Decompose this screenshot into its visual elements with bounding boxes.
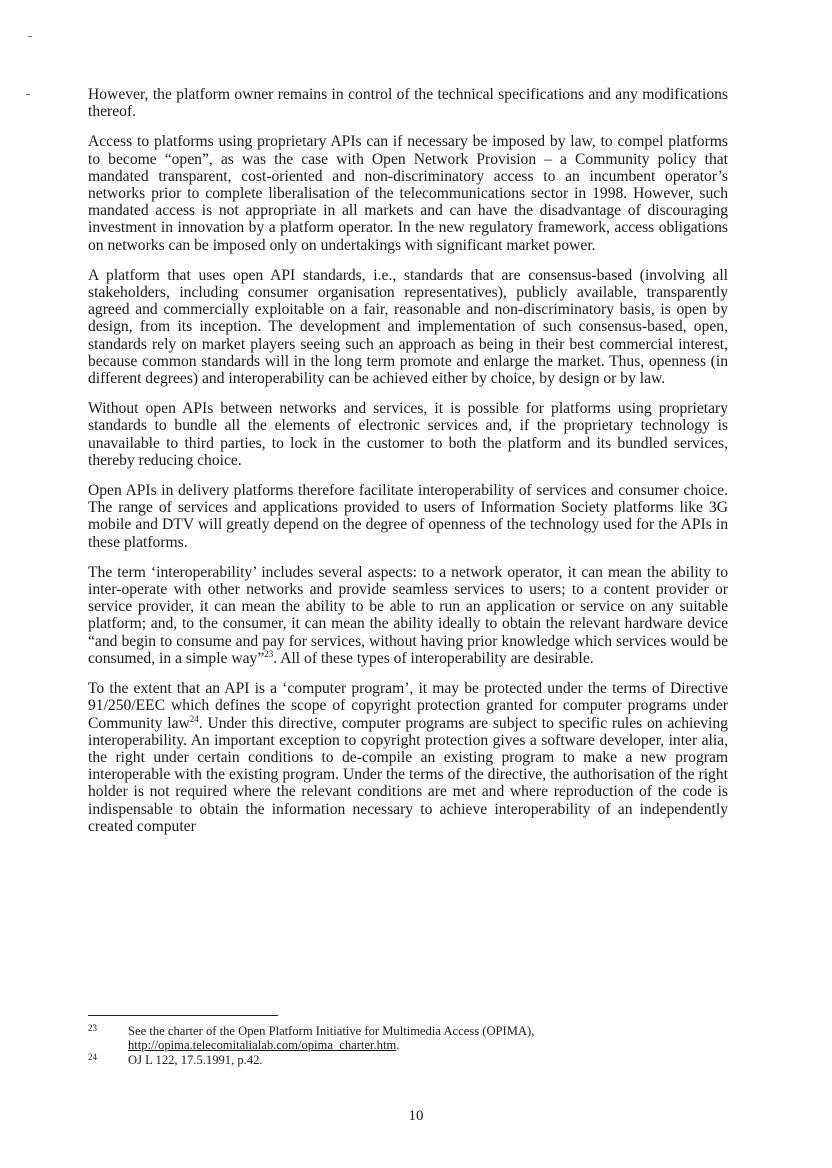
footnote-text xyxy=(128,1024,728,1052)
margin-mark-top xyxy=(28,36,32,37)
paragraph-api-copyright xyxy=(88,680,728,835)
footnotes xyxy=(88,1024,728,1068)
footnote-23-link-suffix: . xyxy=(396,1038,400,1052)
paragraph-open-standards: A platform that uses open API standards, i.e., standards that are consensus-based (involving all stakeholders, including consumer organisation representatives), publicly available, transparently agreed and commercially exploitable on a fair, reasonable and non-discriminatory basis, is open by design, from its inception. The development and implementation of such consensus-based, open, standards rely on market players seeing such an approach as being in their best commercial interest, because common standards will in the long term promote and enlarge the market. Thus, openness (in different degrees) and interoperability can be achieved either by choice, by design or by law. xyxy=(88,266,728,388)
api-text-before: To the extent that an API is a ‘computer program’, it may be protected under the terms of Directive 91/250/EEC which defines the scope of copyright protection granted for computer programs under Community law xyxy=(88,680,728,732)
margin-mark-second xyxy=(26,94,30,95)
paragraph-open-apis-delivery: Open APIs in delivery platforms therefore facilitate interoperability of services and consumer choice. The range of services and applications provided to users of Information Society platforms like 3G mobile and DTV will greatly depend on the degree of openness of the technology used for the APIs in these platforms. xyxy=(88,482,728,551)
footnote-ref-23[interactable]: 23 xyxy=(264,648,274,659)
footnote-23-text: See the charter of the Open Platform Initiative for Multimedia Access (OPIMA), xyxy=(128,1024,535,1038)
paragraph-proprietary-access: Access to platforms using proprietary APIs can if necessary be imposed by law, to compel platforms to become “open”, as was the case with Open Network Provision – a Community policy that mandated transparent, cost-oriented and non-discriminatory access to an incumbent operator’s networks prior to complete liberalisation of the telecommunications sector in 1998. However, such mandated access is not appropriate in all markets and can have the disadvantage of discouraging investment in innovation by a platform operator. In the new regulatory framework, access obligations on networks can be imposed only on undertakings with significant market power. xyxy=(88,133,728,254)
footnote-ref-24[interactable]: 24 xyxy=(189,713,199,724)
paragraph-platform-owner: However, the platform owner remains in control of the technical specifications and any modifications thereof. xyxy=(88,86,728,121)
footnote-24 xyxy=(88,1053,728,1067)
footnote-number: 24 xyxy=(88,1052,97,1062)
interop-text-before: The term ‘interoperability’ includes several aspects: to a network operator, it can mean the ability to inter-operate with other networks and provide seamless services to users; to a content provider or service provider, it can mean the ability to be able to run an application or service on any suitable platform; and, to the consumer, it can mean the ability ideally to obtain the relevant hardware device “and begin to consume and pay for services, without having prior knowledge which services would be consumed, in a simple way” xyxy=(88,563,728,667)
opima-charter-link[interactable]: http://opima.telecomitalialab.com/opima_charter.htm xyxy=(128,1038,397,1052)
footnote-number: 23 xyxy=(88,1023,97,1033)
interop-text-after: . All of these types of interoperability are desirable. xyxy=(273,649,594,667)
page-number: 10 xyxy=(408,1108,424,1124)
paragraph-without-open-apis: Without open APIs between networks and services, it is possible for platforms using proprietary standards to bundle all the elements of electronic services and, if the proprietary technology is unavailable to third parties, to lock in the customer to both the platform and its bundled services, thereby reducing choice. xyxy=(88,400,728,469)
document-body xyxy=(88,86,728,848)
footnote-23 xyxy=(88,1024,728,1052)
footnote-text: OJ L 122, 17.5.1991, p.42. xyxy=(128,1053,263,1067)
api-text-after: . Under this directive, computer programs are subject to specific rules on achieving interoperability. An important exception to copyright protection gives a software developer, inter alia, the right under certain conditions to de-compile an existing program to make a new program interoperable with the existing program. Under the terms of the directive, the authorisation of the right holder is not required where the relevant conditions are met and where reproduction of the code is indispensable to obtain the information necessary to achieve interoperability of an independently created computer xyxy=(88,714,728,835)
footnote-separator xyxy=(88,1015,278,1016)
paragraph-interoperability xyxy=(88,564,728,667)
